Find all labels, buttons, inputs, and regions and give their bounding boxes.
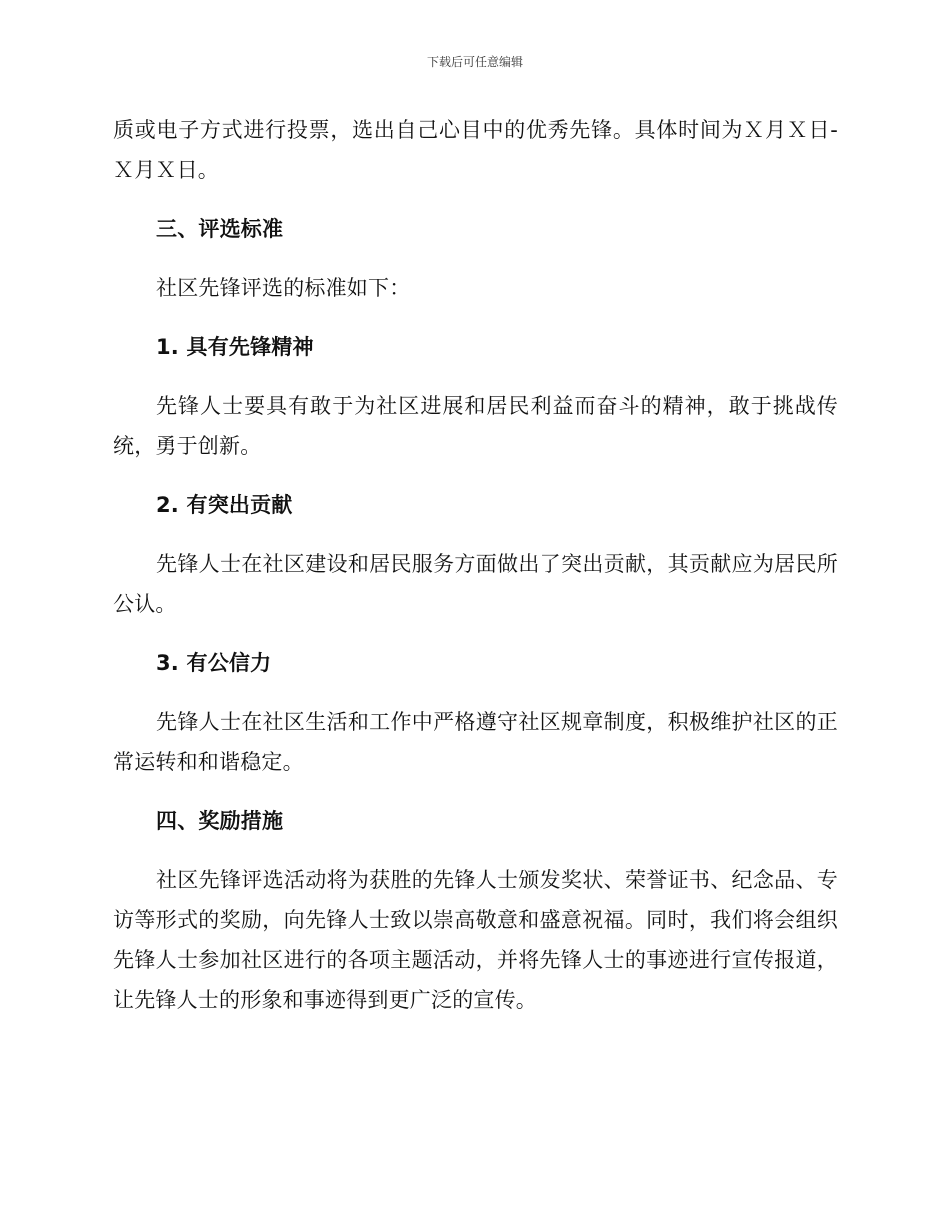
section-heading-criteria: 三、评选标准 [156,217,284,241]
subheading-contribution: 2. 有突出贡献 [156,493,293,517]
paragraph-criteria-intro: 社区先锋评选的标准如下： [156,276,411,300]
document-body [113,110,838,1039]
paragraph-voting-time: 质或电子方式进行投票，选出自己心目中的优秀先锋。具体时间为Ｘ月Ｘ日-Ｘ月Ｘ日。 [113,118,838,182]
section-heading-rewards: 四、奖励措施 [156,809,284,833]
paragraph-pioneer-spirit: 先锋人士要具有敢于为社区进展和居民利益而奋斗的精神，敢于挑战传统，勇于创新。 [113,394,838,458]
paragraph-rewards: 社区先锋评选活动将为获胜的先锋人士颁发奖状、荣誉证书、纪念品、专访等形式的奖励，向先锋人士致以崇高敬意和盛意祝福。同时，我们将会组织先锋人士参加社区进行的各项主题活动，并将先锋人士的事迹进行宣传报道，让先锋人士的形象和事迹得到更广泛的宣传。 [113,868,838,1012]
subheading-pioneer-spirit: 1. 具有先锋精神 [156,335,314,359]
paragraph-contribution: 先锋人士在社区建设和居民服务方面做出了突出贡献，其贡献应为居民所公认。 [113,552,838,616]
subheading-credibility: 3. 有公信力 [156,651,272,675]
paragraph-credibility: 先锋人士在社区生活和工作中严格遵守社区规章制度，积极维护社区的正常运转和和谐稳定。 [113,710,838,774]
page-header: 下载后可任意编辑 [426,55,523,69]
